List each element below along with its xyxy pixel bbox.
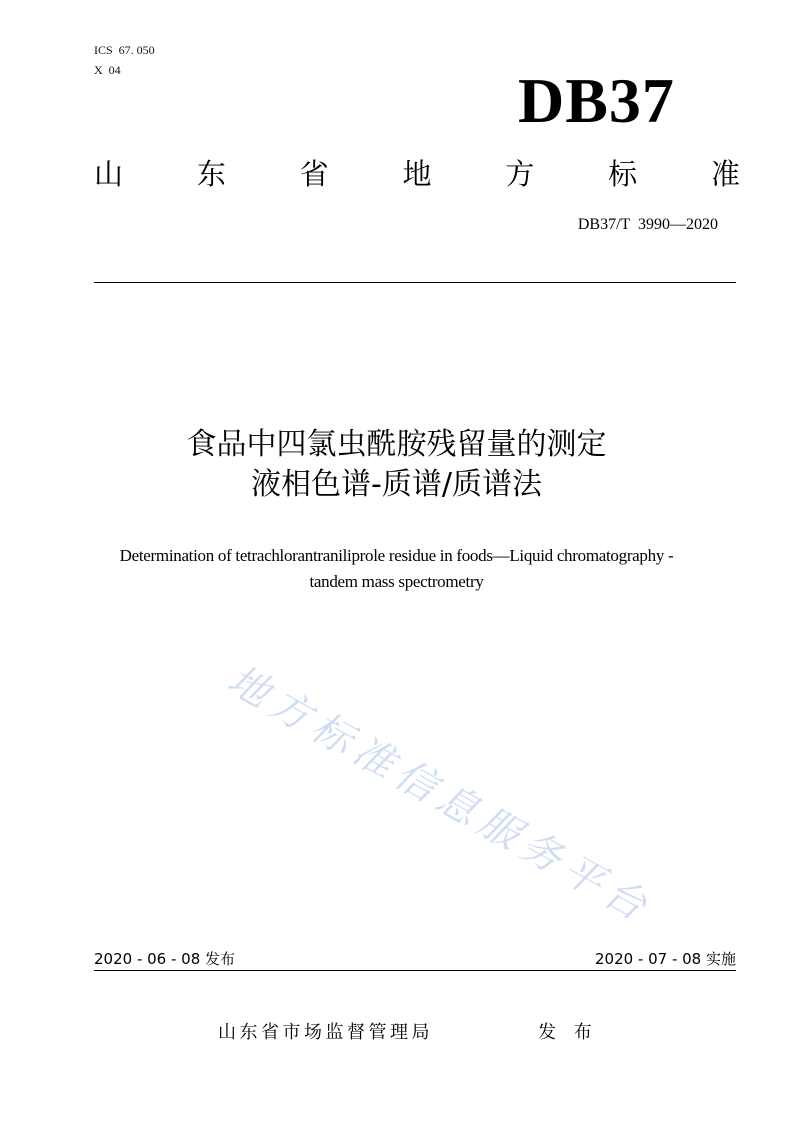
title-en-line1: Determination of tetrachlorantraniliprole residue in foods—Liquid chromatography - (119, 546, 674, 565)
implementation-date: 2020 - 07 - 08 实施 (594, 950, 736, 968)
title-zh-line1: 食品中四氯虫酰胺残留量的测定 (186, 427, 607, 462)
footer-divider (94, 970, 736, 971)
standard-type-char: 准 (710, 157, 740, 191)
issue-label: 发 布 (538, 1022, 598, 1043)
ics-code: ICS 67. 050 (94, 43, 155, 57)
header-divider (94, 282, 736, 283)
issuing-authority: 山东省市场监督管理局 (218, 1022, 433, 1043)
issue-date: 2020 - 06 - 08 发布 (94, 950, 236, 968)
title-en-line2: tandem mass spectrometry (309, 572, 484, 591)
ics-block (94, 40, 155, 80)
standard-mark: DB37 (518, 65, 675, 136)
watermark: 地方标准信息服务平台 (219, 656, 661, 934)
standard-type-char: 东 (196, 157, 226, 191)
standard-type-char: 省 (299, 157, 329, 191)
title-zh-line2: 液相色谱-质谱/质谱法 (251, 467, 542, 502)
standard-type-char: 山 (94, 157, 124, 191)
standard-number: DB37/T 3990—2020 (577, 216, 718, 233)
document-title-en (0, 543, 793, 595)
standard-type-heading (94, 152, 740, 196)
standard-type-char: 地 (402, 157, 432, 191)
standard-type-char: 方 (505, 157, 535, 191)
document-title-zh (0, 425, 793, 505)
standard-type-char: 标 (608, 157, 638, 191)
classification-code: X 04 (94, 63, 121, 77)
